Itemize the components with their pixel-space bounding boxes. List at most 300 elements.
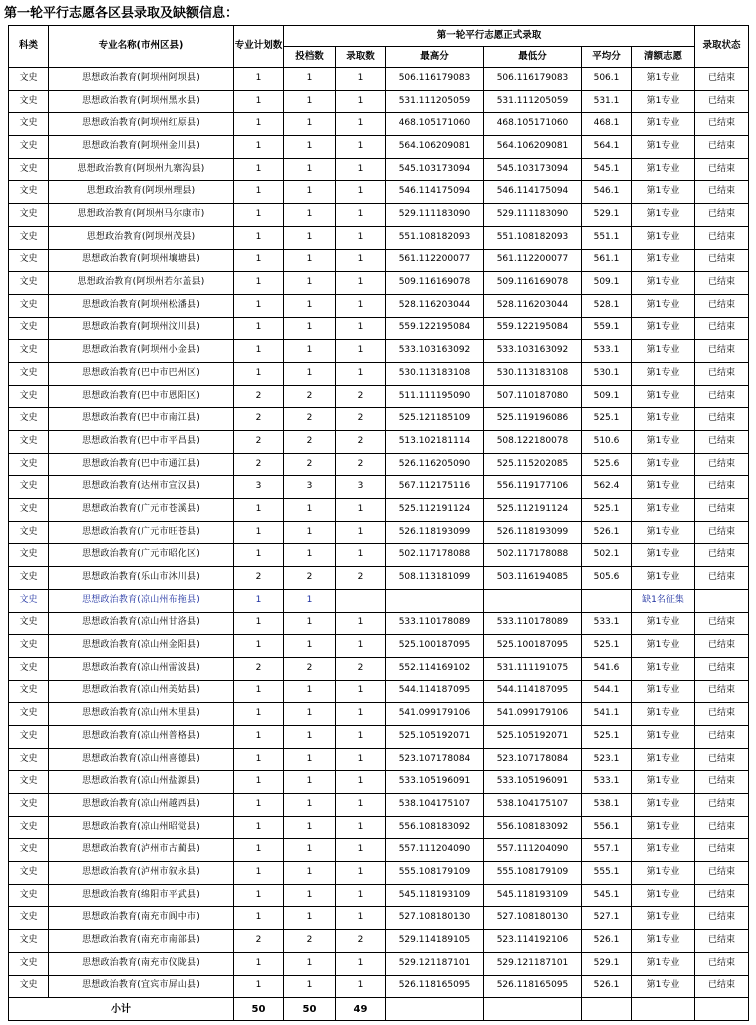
table-body — [9, 68, 749, 998]
cell-avg-score: 538.1 — [582, 794, 632, 817]
cell-max-score: 545.103173094 — [386, 158, 484, 181]
cell-admitted: 1 — [336, 635, 386, 658]
cell-choice: 第1专业 — [632, 113, 695, 136]
table-row — [9, 816, 749, 839]
cell-choice: 第1专业 — [632, 90, 695, 113]
cell-choice: 第1专业 — [632, 635, 695, 658]
cell-major: 思想政治教育(巴中市南江县) — [49, 408, 234, 431]
cell-avg-score: 525.1 — [582, 408, 632, 431]
cell-min-score: 541.099179106 — [484, 703, 582, 726]
cell-major: 思想政治教育(阿坝州壤塘县) — [49, 249, 234, 272]
cell-filed: 1 — [284, 68, 336, 91]
cell-major: 思想政治教育(阿坝州黑水县) — [49, 90, 234, 113]
cell-avg-score: 468.1 — [582, 113, 632, 136]
cell-avg-score: 541.6 — [582, 657, 632, 680]
cell-status: 已结束 — [695, 499, 749, 522]
cell-avg-score: 551.1 — [582, 226, 632, 249]
cell-category: 文史 — [9, 884, 49, 907]
cell-min-score: 557.111204090 — [484, 839, 582, 862]
cell-major: 思想政治教育(凉山州盐源县) — [49, 771, 234, 794]
cell-max-score: 533.103163092 — [386, 340, 484, 363]
cell-category: 文史 — [9, 499, 49, 522]
cell-choice: 第1专业 — [632, 612, 695, 635]
cell-plan: 2 — [234, 657, 284, 680]
cell-avg-score — [582, 589, 632, 612]
cell-avg-score: 523.1 — [582, 748, 632, 771]
cell-max-score: 528.116203044 — [386, 294, 484, 317]
cell-category: 文史 — [9, 839, 49, 862]
cell-choice: 第1专业 — [632, 249, 695, 272]
cell-choice: 第1专业 — [632, 725, 695, 748]
cell-avg-score: 510.6 — [582, 431, 632, 454]
cell-admitted: 3 — [336, 476, 386, 499]
cell-admitted: 1 — [336, 499, 386, 522]
cell-filed: 1 — [284, 612, 336, 635]
cell-avg-score: 506.1 — [582, 68, 632, 91]
cell-status: 已结束 — [695, 249, 749, 272]
cell-filed: 2 — [284, 431, 336, 454]
cell-plan: 1 — [234, 771, 284, 794]
cell-avg-score: 526.1 — [582, 521, 632, 544]
cell-filed: 1 — [284, 294, 336, 317]
cell-choice: 第1专业 — [632, 431, 695, 454]
cell-major: 思想政治教育(阿坝州松潘县) — [49, 294, 234, 317]
cell-major: 思想政治教育(巴中市恩阳区) — [49, 385, 234, 408]
cell-plan: 2 — [234, 385, 284, 408]
cell-category: 文史 — [9, 975, 49, 998]
table-row — [9, 748, 749, 771]
cell-filed: 1 — [284, 136, 336, 159]
cell-admitted: 2 — [336, 930, 386, 953]
cell-min-score: 528.116203044 — [484, 294, 582, 317]
cell-major: 思想政治教育(广元市昭化区) — [49, 544, 234, 567]
cell-max-score: 526.118193099 — [386, 521, 484, 544]
cell-max-score: 525.100187095 — [386, 635, 484, 658]
cell-filed: 1 — [284, 272, 336, 295]
cell-plan: 1 — [234, 748, 284, 771]
cell-plan: 1 — [234, 884, 284, 907]
table-row — [9, 567, 749, 590]
cell-category: 文史 — [9, 680, 49, 703]
cell-category: 文史 — [9, 635, 49, 658]
table-row — [9, 317, 749, 340]
table-row — [9, 249, 749, 272]
table-row — [9, 453, 749, 476]
cell-min-score: 533.105196091 — [484, 771, 582, 794]
cell-choice: 第1专业 — [632, 703, 695, 726]
table-row — [9, 635, 749, 658]
cell-max-score: 538.104175107 — [386, 794, 484, 817]
cell-plan: 1 — [234, 589, 284, 612]
cell-category: 文史 — [9, 431, 49, 454]
cell-plan: 2 — [234, 408, 284, 431]
cell-major: 思想政治教育(凉山州木里县) — [49, 703, 234, 726]
table-row — [9, 204, 749, 227]
table-row — [9, 272, 749, 295]
cell-max-score — [386, 589, 484, 612]
cell-status: 已结束 — [695, 544, 749, 567]
page-title: 第一轮平行志愿各区县录取及缺额信息： — [4, 6, 239, 21]
cell-max-score: 502.117178088 — [386, 544, 484, 567]
cell-major: 思想政治教育(南充市仪陇县) — [49, 952, 234, 975]
cell-min-score: 506.116179083 — [484, 68, 582, 91]
cell-category: 文史 — [9, 272, 49, 295]
cell-filed: 1 — [284, 521, 336, 544]
cell-choice: 第1专业 — [632, 158, 695, 181]
cell-admitted: 1 — [336, 226, 386, 249]
cell-choice: 第1专业 — [632, 975, 695, 998]
cell-max-score: 513.102181114 — [386, 431, 484, 454]
cell-choice: 第1专业 — [632, 567, 695, 590]
cell-admitted: 1 — [336, 204, 386, 227]
cell-major: 思想政治教育(广元市旺苍县) — [49, 521, 234, 544]
table-row — [9, 952, 749, 975]
cell-filed: 1 — [284, 862, 336, 885]
cell-status: 已结束 — [695, 930, 749, 953]
cell-filed: 1 — [284, 725, 336, 748]
cell-filed: 1 — [284, 113, 336, 136]
cell-max-score: 529.121187101 — [386, 952, 484, 975]
cell-major: 思想政治教育(阿坝州阿坝县) — [49, 68, 234, 91]
cell-major: 思想政治教育(阿坝州理县) — [49, 181, 234, 204]
cell-admitted: 1 — [336, 907, 386, 930]
cell-plan: 1 — [234, 499, 284, 522]
cell-plan: 1 — [234, 635, 284, 658]
cell-status: 已结束 — [695, 294, 749, 317]
cell-max-score: 525.121185109 — [386, 408, 484, 431]
cell-min-score: 523.114192106 — [484, 930, 582, 953]
cell-avg-score: 505.6 — [582, 567, 632, 590]
cell-max-score: 529.111183090 — [386, 204, 484, 227]
cell-avg-score: 525.1 — [582, 725, 632, 748]
cell-status: 已结束 — [695, 158, 749, 181]
cell-max-score: 511.111195090 — [386, 385, 484, 408]
cell-avg-score: 502.1 — [582, 544, 632, 567]
cell-max-score: 561.112200077 — [386, 249, 484, 272]
table-row — [9, 340, 749, 363]
cell-category: 文史 — [9, 703, 49, 726]
cell-major: 思想政治教育(凉山州昭觉县) — [49, 816, 234, 839]
cell-min-score: 538.104175107 — [484, 794, 582, 817]
admission-table — [8, 25, 749, 1021]
cell-min-score: 546.114175094 — [484, 181, 582, 204]
cell-max-score: 533.105196091 — [386, 771, 484, 794]
cell-min-score: 525.119196086 — [484, 408, 582, 431]
cell-admitted: 1 — [336, 748, 386, 771]
cell-avg-score: 509.1 — [582, 385, 632, 408]
cell-filed: 2 — [284, 930, 336, 953]
cell-max-score: 557.111204090 — [386, 839, 484, 862]
cell-filed: 1 — [284, 499, 336, 522]
cell-min-score: 530.113183108 — [484, 362, 582, 385]
cell-admitted: 1 — [336, 816, 386, 839]
cell-filed: 1 — [284, 249, 336, 272]
cell-admitted: 1 — [336, 794, 386, 817]
table-row — [9, 521, 749, 544]
cell-max-score: 506.116179083 — [386, 68, 484, 91]
cell-admitted: 2 — [336, 431, 386, 454]
cell-admitted: 2 — [336, 567, 386, 590]
cell-status: 已结束 — [695, 816, 749, 839]
table-row — [9, 839, 749, 862]
cell-min-score: 523.107178084 — [484, 748, 582, 771]
cell-status: 已结束 — [695, 476, 749, 499]
table-row — [9, 499, 749, 522]
table-row — [9, 90, 749, 113]
total-empty-5 — [695, 998, 749, 1021]
cell-status: 已结束 — [695, 226, 749, 249]
cell-status: 已结束 — [695, 362, 749, 385]
cell-max-score: 541.099179106 — [386, 703, 484, 726]
cell-major: 思想政治教育(阿坝州茂县) — [49, 226, 234, 249]
cell-category: 文史 — [9, 567, 49, 590]
cell-major: 思想政治教育(南充市阆中市) — [49, 907, 234, 930]
cell-admitted: 1 — [336, 975, 386, 998]
cell-max-score: 551.108182093 — [386, 226, 484, 249]
table-row — [9, 975, 749, 998]
cell-filed: 1 — [284, 340, 336, 363]
cell-admitted — [336, 589, 386, 612]
cell-status: 已结束 — [695, 839, 749, 862]
cell-status: 已结束 — [695, 703, 749, 726]
cell-max-score: 544.114187095 — [386, 680, 484, 703]
total-label: 小计 — [9, 998, 234, 1021]
cell-admitted: 1 — [336, 884, 386, 907]
cell-choice: 第1专业 — [632, 544, 695, 567]
cell-category: 文史 — [9, 612, 49, 635]
cell-max-score: 529.114189105 — [386, 930, 484, 953]
cell-filed: 1 — [284, 362, 336, 385]
cell-filed: 2 — [284, 385, 336, 408]
header-row — [9, 26, 749, 47]
cell-plan: 1 — [234, 521, 284, 544]
cell-category: 文史 — [9, 362, 49, 385]
cell-avg-score: 545.1 — [582, 884, 632, 907]
cell-filed: 1 — [284, 884, 336, 907]
cell-avg-score: 555.1 — [582, 862, 632, 885]
cell-admitted: 1 — [336, 68, 386, 91]
cell-status: 已结束 — [695, 68, 749, 91]
cell-admitted: 1 — [336, 249, 386, 272]
cell-avg-score: 546.1 — [582, 181, 632, 204]
cell-filed: 1 — [284, 181, 336, 204]
cell-min-score: 525.105192071 — [484, 725, 582, 748]
cell-category: 文史 — [9, 453, 49, 476]
cell-plan: 1 — [234, 340, 284, 363]
table-row — [9, 294, 749, 317]
cell-filed: 1 — [284, 204, 336, 227]
cell-min-score: 564.106209081 — [484, 136, 582, 159]
cell-max-score: 525.112191124 — [386, 499, 484, 522]
total-empty-3 — [582, 998, 632, 1021]
cell-filed: 1 — [284, 589, 336, 612]
cell-major: 思想政治教育(乐山市沐川县) — [49, 567, 234, 590]
cell-major: 思想政治教育(绵阳市平武县) — [49, 884, 234, 907]
cell-choice: 第1专业 — [632, 657, 695, 680]
header-category: 科类 — [9, 26, 49, 68]
cell-status: 已结束 — [695, 748, 749, 771]
cell-category: 文史 — [9, 317, 49, 340]
cell-choice: 第1专业 — [632, 476, 695, 499]
total-empty-1 — [386, 998, 484, 1021]
cell-max-score: 545.118193109 — [386, 884, 484, 907]
cell-category: 文史 — [9, 589, 49, 612]
table-row — [9, 771, 749, 794]
cell-avg-score: 545.1 — [582, 158, 632, 181]
cell-admitted: 2 — [336, 408, 386, 431]
cell-category: 文史 — [9, 158, 49, 181]
cell-category: 文史 — [9, 930, 49, 953]
cell-category: 文史 — [9, 340, 49, 363]
cell-filed: 1 — [284, 544, 336, 567]
cell-plan: 1 — [234, 68, 284, 91]
cell-avg-score: 564.1 — [582, 136, 632, 159]
cell-avg-score: 526.1 — [582, 930, 632, 953]
cell-major: 思想政治教育(泸州市叙永县) — [49, 862, 234, 885]
cell-status: 已结束 — [695, 317, 749, 340]
cell-filed: 1 — [284, 907, 336, 930]
cell-min-score: 509.116169078 — [484, 272, 582, 295]
cell-admitted: 1 — [336, 521, 386, 544]
cell-admitted: 1 — [336, 181, 386, 204]
cell-max-score: 525.105192071 — [386, 725, 484, 748]
cell-choice: 缺1名征集 — [632, 589, 695, 612]
cell-status: 已结束 — [695, 521, 749, 544]
cell-filed: 2 — [284, 453, 336, 476]
cell-admitted: 2 — [336, 657, 386, 680]
header-filed: 投档数 — [284, 47, 336, 68]
cell-admitted: 1 — [336, 113, 386, 136]
cell-status: 已结束 — [695, 907, 749, 930]
cell-category: 文史 — [9, 294, 49, 317]
cell-choice: 第1专业 — [632, 680, 695, 703]
table-row — [9, 930, 749, 953]
cell-plan: 1 — [234, 839, 284, 862]
cell-choice: 第1专业 — [632, 272, 695, 295]
cell-plan: 1 — [234, 862, 284, 885]
cell-major: 思想政治教育(阿坝州马尔康市) — [49, 204, 234, 227]
table-row — [9, 544, 749, 567]
cell-admitted: 1 — [336, 862, 386, 885]
cell-category: 文史 — [9, 385, 49, 408]
cell-major: 思想政治教育(阿坝州红原县) — [49, 113, 234, 136]
cell-choice: 第1专业 — [632, 862, 695, 885]
cell-filed: 1 — [284, 90, 336, 113]
cell-plan: 1 — [234, 158, 284, 181]
cell-status: 已结束 — [695, 657, 749, 680]
cell-category: 文史 — [9, 794, 49, 817]
cell-major: 思想政治教育(凉山州甘洛县) — [49, 612, 234, 635]
cell-plan: 1 — [234, 181, 284, 204]
cell-plan: 1 — [234, 680, 284, 703]
cell-choice: 第1专业 — [632, 136, 695, 159]
cell-min-score: 526.118193099 — [484, 521, 582, 544]
cell-status: 已结束 — [695, 680, 749, 703]
cell-admitted: 1 — [336, 703, 386, 726]
table-row — [9, 113, 749, 136]
table-row — [9, 703, 749, 726]
cell-filed: 2 — [284, 657, 336, 680]
cell-category: 文史 — [9, 748, 49, 771]
cell-filed: 1 — [284, 317, 336, 340]
cell-max-score: 533.110178089 — [386, 612, 484, 635]
table-row — [9, 362, 749, 385]
cell-plan: 1 — [234, 907, 284, 930]
cell-avg-score: 525.6 — [582, 453, 632, 476]
cell-min-score: 561.112200077 — [484, 249, 582, 272]
cell-plan: 1 — [234, 975, 284, 998]
cell-admitted: 1 — [336, 680, 386, 703]
cell-major: 思想政治教育(阿坝州小金县) — [49, 340, 234, 363]
cell-status: 已结束 — [695, 181, 749, 204]
cell-avg-score: 529.1 — [582, 204, 632, 227]
table-row — [9, 476, 749, 499]
cell-plan: 1 — [234, 703, 284, 726]
cell-min-score: 508.122180078 — [484, 431, 582, 454]
cell-major: 思想政治教育(凉山州布拖县) — [49, 589, 234, 612]
cell-admitted: 1 — [336, 158, 386, 181]
cell-choice: 第1专业 — [632, 362, 695, 385]
cell-status: 已结束 — [695, 567, 749, 590]
cell-major: 思想政治教育(阿坝州九寨沟县) — [49, 158, 234, 181]
cell-major: 思想政治教育(巴中市通江县) — [49, 453, 234, 476]
cell-category: 文史 — [9, 544, 49, 567]
cell-admitted: 1 — [336, 136, 386, 159]
cell-min-score: 531.111191075 — [484, 657, 582, 680]
cell-choice: 第1专业 — [632, 952, 695, 975]
cell-status: 已结束 — [695, 635, 749, 658]
cell-avg-score: 562.4 — [582, 476, 632, 499]
cell-plan: 2 — [234, 431, 284, 454]
cell-avg-score: 559.1 — [582, 317, 632, 340]
cell-filed: 1 — [284, 158, 336, 181]
cell-min-score: 529.111183090 — [484, 204, 582, 227]
cell-admitted: 1 — [336, 771, 386, 794]
cell-min-score: 526.118165095 — [484, 975, 582, 998]
cell-filed: 1 — [284, 748, 336, 771]
cell-max-score: 555.108179109 — [386, 862, 484, 885]
cell-min-score: 533.110178089 — [484, 612, 582, 635]
cell-status: 已结束 — [695, 952, 749, 975]
cell-major: 思想政治教育(凉山州雷波县) — [49, 657, 234, 680]
cell-min-score: 531.111205059 — [484, 90, 582, 113]
cell-admitted: 1 — [336, 317, 386, 340]
cell-status: 已结束 — [695, 725, 749, 748]
cell-filed: 1 — [284, 635, 336, 658]
cell-major: 思想政治教育(凉山州喜德县) — [49, 748, 234, 771]
cell-admitted: 1 — [336, 294, 386, 317]
cell-category: 文史 — [9, 657, 49, 680]
cell-admitted: 1 — [336, 340, 386, 363]
cell-choice: 第1专业 — [632, 771, 695, 794]
cell-admitted: 1 — [336, 544, 386, 567]
cell-category: 文史 — [9, 771, 49, 794]
cell-choice: 第1专业 — [632, 181, 695, 204]
cell-plan: 1 — [234, 612, 284, 635]
table-row — [9, 884, 749, 907]
table-row — [9, 862, 749, 885]
cell-major: 思想政治教育(阿坝州汶川县) — [49, 317, 234, 340]
cell-category: 文史 — [9, 68, 49, 91]
cell-status: 已结束 — [695, 272, 749, 295]
table-row — [9, 725, 749, 748]
cell-min-score: 525.115202085 — [484, 453, 582, 476]
table-row — [9, 385, 749, 408]
cell-max-score: 552.114169102 — [386, 657, 484, 680]
cell-status: 已结束 — [695, 771, 749, 794]
cell-plan: 3 — [234, 476, 284, 499]
cell-plan: 1 — [234, 317, 284, 340]
